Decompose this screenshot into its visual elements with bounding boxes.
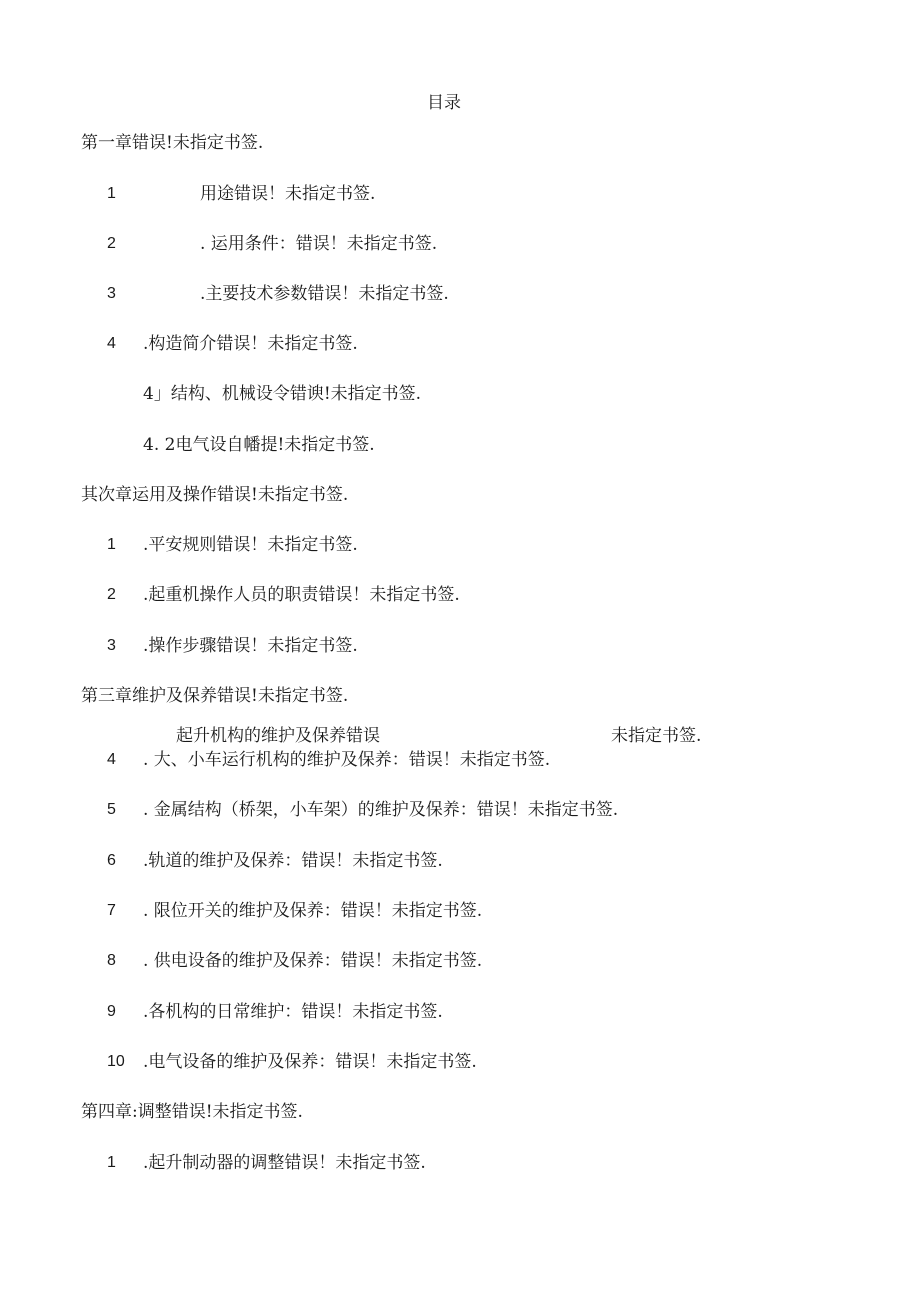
toc-item-number: 1 bbox=[107, 185, 116, 202]
toc-item-text: . 大、小车运行机构的维护及保养：错误！未指定书签. bbox=[143, 750, 551, 770]
toc-title: 目录 bbox=[427, 93, 461, 113]
toc-split-item-left: 起升机构的维护及保养错误 bbox=[176, 726, 380, 746]
toc-item-number: 6 bbox=[107, 852, 116, 869]
toc-subitem-text: 4」结构、机械设令错谀!未指定书签. bbox=[143, 384, 422, 404]
chapter-heading: 第四章:调整错误!未指定书签. bbox=[81, 1102, 303, 1122]
chapter-heading: 第一章错误!未指定书签. bbox=[81, 133, 264, 153]
toc-item-text: 用途错误！未指定书签. bbox=[200, 184, 376, 204]
chapter-heading: 第三章维护及保养错误!未指定书签. bbox=[81, 686, 349, 706]
toc-item-number: 2 bbox=[107, 235, 116, 252]
toc-item-number: 4 bbox=[107, 751, 116, 768]
toc-item-number: 2 bbox=[107, 586, 116, 603]
chapter-heading: 其次章运用及操作错误!未指定书签. bbox=[81, 485, 349, 505]
toc-subitem-text: 4. 2电气设自幡提!未指定书签. bbox=[143, 435, 375, 455]
toc-item-number: 1 bbox=[107, 536, 116, 553]
toc-item-number: 3 bbox=[107, 637, 116, 654]
toc-item-number: 9 bbox=[107, 1003, 116, 1020]
toc-item-text: . 供电设备的维护及保养：错误！未指定书签. bbox=[143, 951, 483, 971]
toc-split-item-right: 未指定书签. bbox=[611, 726, 702, 746]
toc-item-text: .平安规则错误！未指定书签. bbox=[143, 535, 358, 555]
toc-item-text: .各机构的日常维护：错误！未指定书签. bbox=[143, 1002, 443, 1022]
toc-item-text: .起升制动器的调整错误！未指定书签. bbox=[143, 1153, 426, 1173]
toc-item-text: .起重机操作人员的职责错误！未指定书签. bbox=[143, 585, 460, 605]
toc-item-number: 3 bbox=[107, 285, 116, 302]
toc-item-number: 1 bbox=[107, 1154, 116, 1171]
toc-item-number: 10 bbox=[107, 1053, 125, 1070]
toc-item-text: .构造简介错误！未指定书签. bbox=[143, 334, 358, 354]
toc-item-text: .电气设备的维护及保养：错误！未指定书签. bbox=[143, 1052, 477, 1072]
toc-item-text: .操作步骤错误！未指定书签. bbox=[143, 636, 358, 656]
toc-item-text: . 运用条件：错误！未指定书签. bbox=[200, 234, 438, 254]
toc-item-text: . 限位开关的维护及保养：错误！未指定书签. bbox=[143, 901, 483, 921]
toc-item-text: .轨道的维护及保养：错误！未指定书签. bbox=[143, 851, 443, 871]
toc-item-number: 4 bbox=[107, 335, 116, 352]
toc-item-text: .主要技术参数错误！未指定书签. bbox=[200, 284, 449, 304]
toc-item-text: . 金属结构（桥架，小车架）的维护及保养：错误！未指定书签. bbox=[143, 800, 619, 820]
toc-item-number: 8 bbox=[107, 952, 116, 969]
toc-item-number: 5 bbox=[107, 801, 116, 818]
toc-item-number: 7 bbox=[107, 902, 116, 919]
